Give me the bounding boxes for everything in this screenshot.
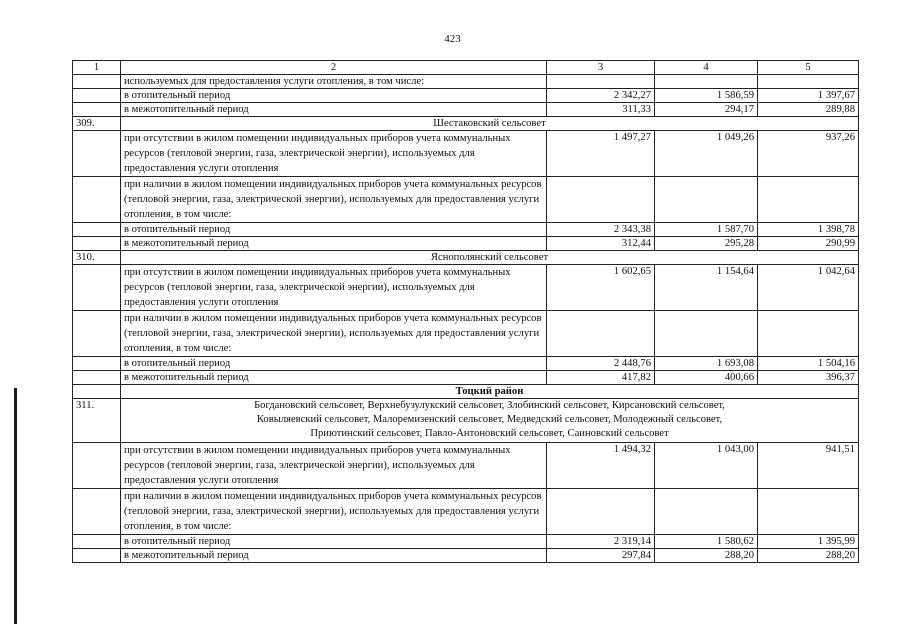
value-col4 — [655, 489, 758, 535]
row-number-empty — [73, 357, 121, 371]
value-col4 — [655, 311, 758, 357]
value-col5 — [758, 177, 859, 223]
row-number-empty — [73, 131, 121, 177]
settlement-group-line: Богдановский сельсовет, Верхнебузулукский сельсовет, Злобинский сельсовет, Кирсановский сельсовет, — [254, 400, 725, 411]
value-row — [73, 75, 859, 89]
value-col3: 2 448,76 — [547, 357, 655, 371]
row-number-empty — [73, 443, 121, 489]
settlement-name: Шестаковский сельсовет — [121, 117, 859, 131]
column-header: 2 — [121, 61, 547, 75]
value-col3: 1 602,65 — [547, 265, 655, 311]
value-col3 — [547, 489, 655, 535]
value-col5 — [758, 311, 859, 357]
row-description: при отсутствии в жилом помещении индивидуальных приборов учета коммунальных ресурсов (тепловой энергии, газа, электрической энергии), используемых для предоставления услуги отопления — [121, 131, 547, 177]
value-col3: 2 319,14 — [547, 535, 655, 549]
row-number-empty — [73, 177, 121, 223]
value-col3: 1 497,27 — [547, 131, 655, 177]
row-number-empty — [73, 489, 121, 535]
row-number-empty — [73, 549, 121, 563]
row-description: в межотопительный период — [121, 237, 547, 251]
settlement-group-row — [73, 399, 859, 443]
row-number: 311. — [73, 399, 121, 443]
value-col4 — [655, 75, 758, 89]
value-col5: 289,88 — [758, 103, 859, 117]
value-col5: 1 397,67 — [758, 89, 859, 103]
row-description: в отопительный период — [121, 223, 547, 237]
value-row — [73, 223, 859, 237]
value-col3: 2 343,38 — [547, 223, 655, 237]
value-col3: 312,44 — [547, 237, 655, 251]
value-row — [73, 535, 859, 549]
row-number-empty — [73, 89, 121, 103]
row-description: в межотопительный период — [121, 103, 547, 117]
column-header: 4 — [655, 61, 758, 75]
description-row — [73, 443, 859, 489]
row-description: в межотопительный период — [121, 371, 547, 385]
value-col4 — [655, 177, 758, 223]
value-col4: 1 043,00 — [655, 443, 758, 489]
value-col4: 1 049,26 — [655, 131, 758, 177]
value-col5: 1 398,78 — [758, 223, 859, 237]
value-col4: 1 580,62 — [655, 535, 758, 549]
value-col4: 1 587,70 — [655, 223, 758, 237]
row-description: при наличии в жилом помещении индивидуальных приборов учета коммунальных ресурсов (тепловой энергии, газа, электрической энергии), используемых для предоставления услуги отопления, в том числе: — [121, 177, 547, 223]
column-header: 3 — [547, 61, 655, 75]
value-col4: 288,20 — [655, 549, 758, 563]
row-number-empty — [73, 311, 121, 357]
value-col5 — [758, 75, 859, 89]
value-col4: 1 154,64 — [655, 265, 758, 311]
value-col5: 1 395,99 — [758, 535, 859, 549]
settlement-group-line: Приютинский сельсовет, Павло-Антоновский сельсовет, Саиновский сельсовет — [310, 428, 669, 439]
value-col5: 290,99 — [758, 237, 859, 251]
column-header: 5 — [758, 61, 859, 75]
value-col5: 288,20 — [758, 549, 859, 563]
page-number: 423 — [444, 33, 461, 45]
value-col5: 941,51 — [758, 443, 859, 489]
value-row — [73, 103, 859, 117]
settlement-group-line: Ковыляевский сельсовет, Малоремизенский сельсовет, Медведский сельсовет, Молодежный сельсовет, — [256, 414, 723, 425]
row-number-empty — [73, 371, 121, 385]
row-description: в отопительный период — [121, 535, 547, 549]
value-row — [73, 371, 859, 385]
value-col4: 295,28 — [655, 237, 758, 251]
row-number-empty — [73, 75, 121, 89]
description-row — [73, 311, 859, 357]
value-col3: 311,33 — [547, 103, 655, 117]
row-description: при отсутствии в жилом помещении индивидуальных приборов учета коммунальных ресурсов (тепловой энергии, газа, электрической энергии), используемых для предоставления услуги отопления — [121, 443, 547, 489]
value-col3: 417,82 — [547, 371, 655, 385]
row-number-empty — [73, 237, 121, 251]
value-col4: 294,17 — [655, 103, 758, 117]
column-header-row — [73, 61, 859, 75]
district-row — [73, 385, 859, 399]
value-row — [73, 237, 859, 251]
row-description: используемых для предоставления услуги отопления, в том числе: — [121, 75, 547, 89]
settlement-row — [73, 117, 859, 131]
value-row — [73, 89, 859, 103]
district-name: Тоцкий район — [121, 385, 859, 399]
description-row — [73, 131, 859, 177]
value-row — [73, 549, 859, 563]
row-number-empty — [73, 103, 121, 117]
value-col5: 396,37 — [758, 371, 859, 385]
value-col5 — [758, 489, 859, 535]
description-row — [73, 177, 859, 223]
row-description: в отопительный период — [121, 357, 547, 371]
value-col3: 2 342,27 — [547, 89, 655, 103]
description-row — [73, 265, 859, 311]
value-col4: 1 693,08 — [655, 357, 758, 371]
value-row — [73, 357, 859, 371]
row-description: при наличии в жилом помещении индивидуальных приборов учета коммунальных ресурсов (тепловой энергии, газа, электрической энергии), используемых для предоставления услуги отопления, в том числе: — [121, 311, 547, 357]
row-number-empty — [73, 535, 121, 549]
value-col3: 1 494,32 — [547, 443, 655, 489]
value-col3: 297,84 — [547, 549, 655, 563]
tariff-table — [72, 60, 859, 563]
value-col5: 937,26 — [758, 131, 859, 177]
value-col3 — [547, 311, 655, 357]
row-description: в межотопительный период — [121, 549, 547, 563]
value-col4: 400,66 — [655, 371, 758, 385]
value-col5: 1 504,16 — [758, 357, 859, 371]
value-col3 — [547, 177, 655, 223]
row-number-empty — [73, 385, 121, 399]
settlement-name: Яснополянский сельсовет — [121, 251, 859, 265]
settlement-row — [73, 251, 859, 265]
scan-edge-mark — [14, 388, 17, 624]
settlement-group-names — [121, 399, 859, 443]
value-col3 — [547, 75, 655, 89]
row-description: при наличии в жилом помещении индивидуальных приборов учета коммунальных ресурсов (тепловой энергии, газа, электрической энергии), используемых для предоставления услуги отопления, в том числе: — [121, 489, 547, 535]
row-number: 310. — [73, 251, 121, 265]
row-description: при отсутствии в жилом помещении индивидуальных приборов учета коммунальных ресурсов (тепловой энергии, газа, электрической энергии), используемых для предоставления услуги отопления — [121, 265, 547, 311]
row-number-empty — [73, 223, 121, 237]
row-number-empty — [73, 265, 121, 311]
row-number: 309. — [73, 117, 121, 131]
value-col4: 1 586,59 — [655, 89, 758, 103]
column-header: 1 — [73, 61, 121, 75]
description-row — [73, 489, 859, 535]
value-col5: 1 042,64 — [758, 265, 859, 311]
table-body — [73, 61, 859, 563]
row-description: в отопительный период — [121, 89, 547, 103]
